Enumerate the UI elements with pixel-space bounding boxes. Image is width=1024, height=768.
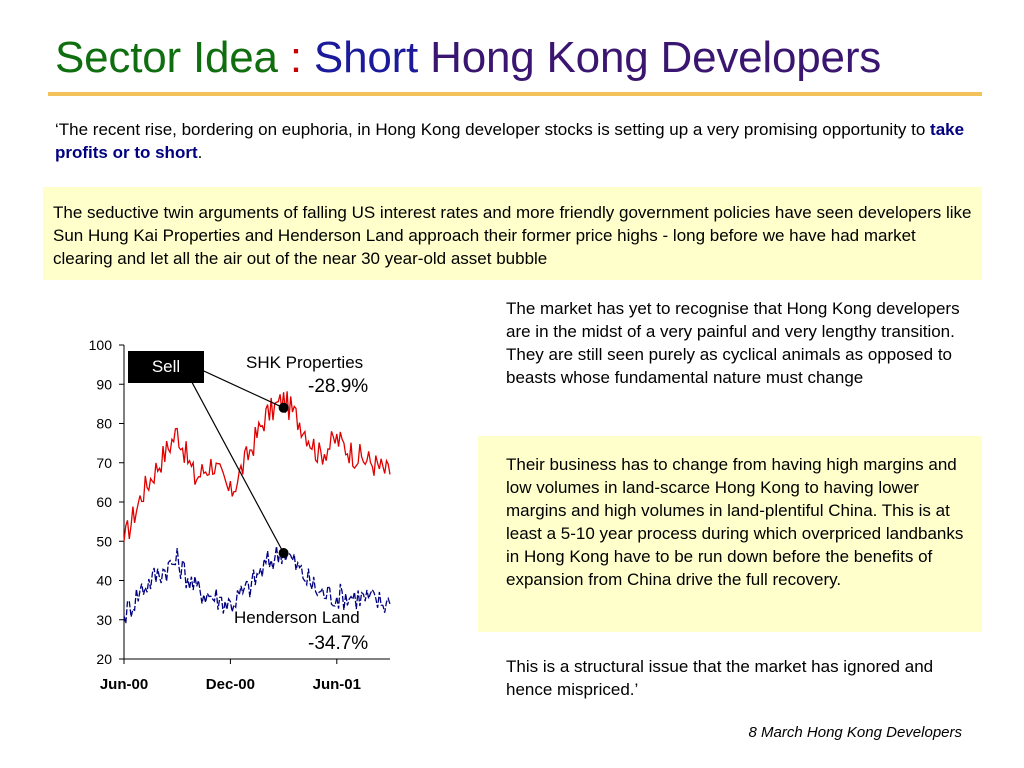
- y-tick-label: 60: [96, 494, 112, 510]
- series-line-shk: [124, 391, 390, 541]
- y-tick-label: 40: [96, 572, 112, 589]
- title-colon: :: [277, 33, 302, 82]
- box-right-text: Their business has to change from having high margins and low volumes in land-scarce Hong Kong to having lower margins and high volumes in land-plentiful China. This is at least a 5-10 year process during which overpriced landbanks in Hong Kong have to be run down before the benefits of expansion from China drive the full recovery.: [506, 455, 964, 589]
- series-change-shk: -28.9%: [308, 376, 369, 397]
- sell-label: Sell: [128, 351, 204, 383]
- series-label-shk: SHK Properties: [246, 353, 364, 372]
- y-tick-label: 70: [96, 454, 112, 471]
- highlight-box-right: [478, 436, 982, 632]
- series-label-henderson: Henderson Land: [234, 608, 360, 627]
- title-short: Short: [301, 33, 419, 82]
- chart-series: [124, 391, 390, 623]
- title-underline: [48, 92, 982, 96]
- chart-annotations: [180, 360, 289, 558]
- intro-end: .: [197, 143, 203, 162]
- x-tick-label: Dec-00: [205, 676, 256, 693]
- y-tick-label: 50: [96, 533, 112, 550]
- page-title: [55, 30, 881, 86]
- box-top-text: The seductive twin arguments of falling US interest rates and more friendly government policies have seen developers like Sun Hung Kai Properties and Henderson Land approach their former price highs - long before we have had market clearing and let all the air out of the near 30 year-old asset bubble: [53, 203, 972, 268]
- sell-point-marker: [279, 403, 289, 413]
- x-tick-label: Jun-00: [99, 676, 149, 693]
- intro-quote: [55, 118, 975, 164]
- y-tick-label: 30: [96, 611, 112, 628]
- intro-highlight: take profits or to short: [55, 120, 965, 162]
- title-hk-developers: Hong Kong Developers: [418, 33, 882, 82]
- sell-point-marker: [279, 548, 289, 558]
- x-tick-label: Jun-01: [312, 676, 361, 693]
- intro-text: ‘The recent rise, bordering on euphoria, in Hong Kong developer stocks is setting up a very promising opportunity to: [55, 120, 931, 139]
- y-tick-label: 80: [96, 415, 112, 432]
- market-paragraph: The market has yet to recognise that Hong Kong developers are in the midst of a very painful and very lengthy transition. They are still seen purely as cyclical animals as opposed to beasts whose fundamental nature must change: [506, 299, 960, 387]
- y-tick-label: 90: [96, 376, 112, 393]
- y-tick-label: 100: [88, 337, 112, 353]
- footer-text: 8 March Hong Kong Developers: [748, 724, 962, 741]
- y-tick-label: 20: [96, 651, 112, 667]
- sell-connector-line: [180, 360, 284, 553]
- highlight-box-top: [43, 187, 982, 280]
- structural-paragraph: This is a structural issue that the market has ignored and hence mispriced.’: [506, 657, 934, 699]
- series-change-henderson: -34.7%: [308, 633, 369, 654]
- title-sector-idea: Sector Idea: [55, 33, 278, 82]
